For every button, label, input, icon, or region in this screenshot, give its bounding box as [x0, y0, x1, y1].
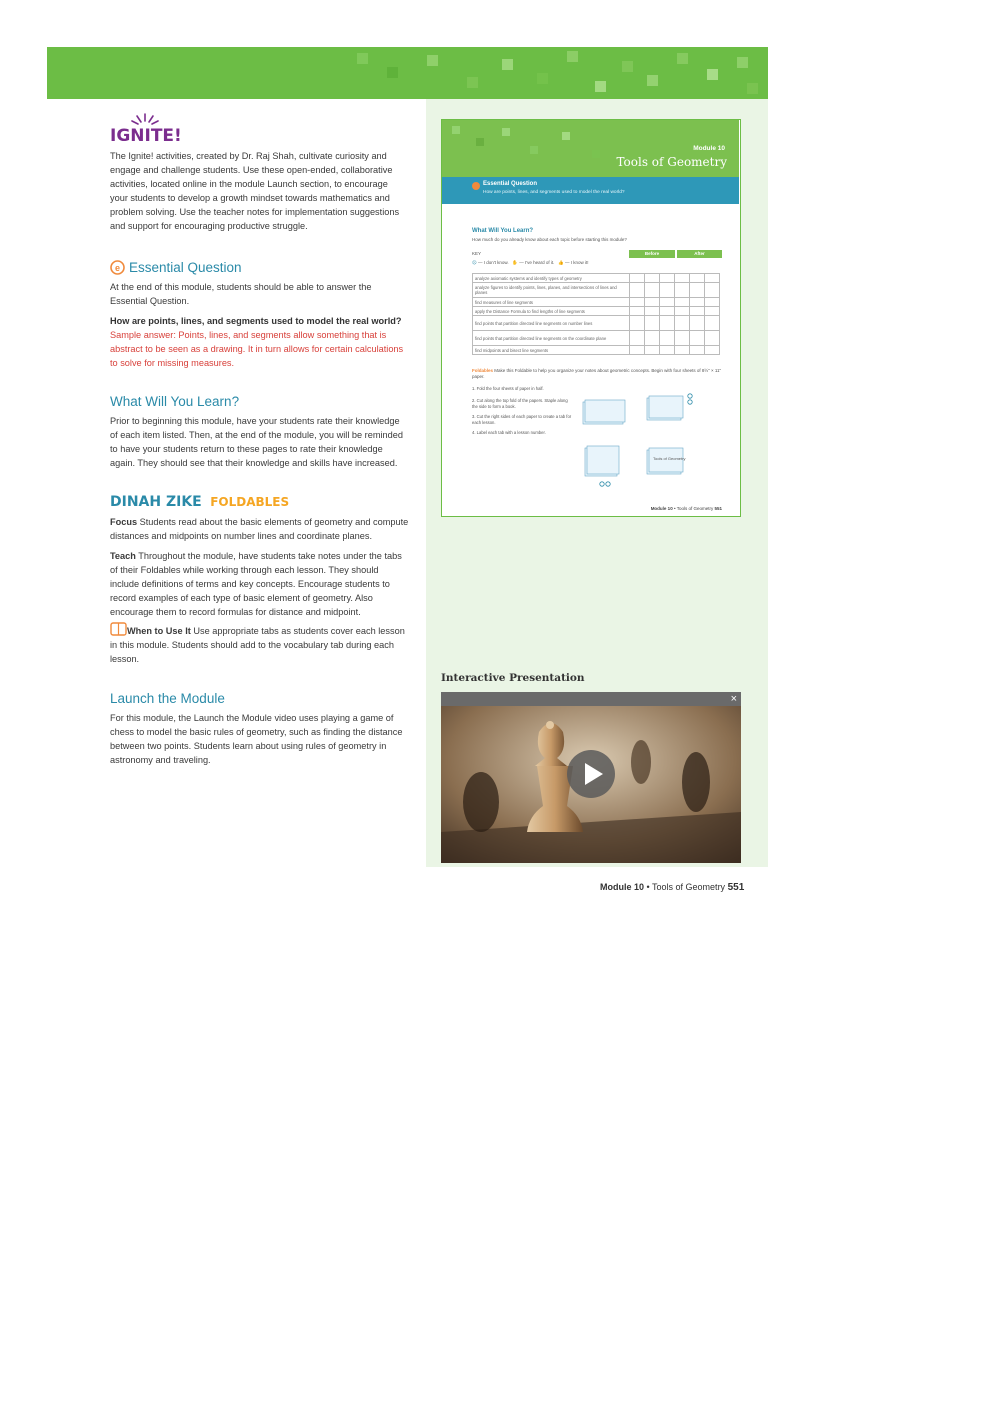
mini-table-check-cell	[660, 346, 675, 355]
mini-table-row	[473, 316, 720, 331]
mini-table-check-cell	[630, 283, 645, 298]
video-player[interactable]	[441, 692, 741, 863]
mini-table-check-cell	[660, 298, 675, 307]
mini-table-check-cell	[660, 274, 675, 283]
mini-table-check-cell	[675, 316, 690, 331]
essential-question-title: Essential Question	[129, 260, 242, 275]
mini-essential-question	[442, 177, 739, 204]
mini-table-topic: apply the Distance Formula to find lengths of line segments	[473, 307, 630, 316]
mini-table-check-cell	[690, 283, 705, 298]
mini-table-row	[473, 307, 720, 316]
foldables-logo	[110, 493, 310, 511]
mini-steps	[472, 386, 572, 436]
footer-separator: •	[646, 882, 650, 892]
essential-question-text: How are points, lines, and segments used to model the real world?	[110, 316, 402, 326]
mini-table-check-cell	[705, 274, 720, 283]
mini-table-check-cell	[630, 298, 645, 307]
mini-step: 1. Fold the four sheets of paper in half.	[472, 386, 544, 391]
mini-table-check-cell	[645, 274, 660, 283]
mini-table-check-cell	[675, 274, 690, 283]
mini-table-check-cell	[645, 283, 660, 298]
mini-table-check-cell	[645, 316, 660, 331]
mini-table-topic: find points that partition directed line segments on number lines	[473, 316, 630, 331]
launch-heading: Launch the Module	[110, 691, 225, 706]
mini-module-title: Tools of Geometry	[616, 155, 727, 169]
mini-footer-page: 551	[714, 506, 722, 511]
play-icon	[567, 750, 615, 798]
mini-table-check-cell	[690, 316, 705, 331]
mini-wwyl-sub: How much do you already know about each topic before starting this module?	[472, 237, 627, 242]
mini-foldables-intro	[472, 368, 722, 380]
sample-answer: Sample answer: Points, lines, and segments allow something that is abstract to be seen as a drawing. It in turn allows for certain calculations to solve for missing measures.	[110, 330, 404, 368]
teach-paragraph	[110, 549, 408, 619]
mini-table-row	[473, 283, 720, 298]
essential-question-body: At the end of this module, students should be able to answer the Essential Question.	[110, 282, 372, 306]
mini-table-check-cell	[645, 331, 660, 346]
svg-text:e: e	[114, 263, 121, 273]
mini-table-check-cell	[690, 307, 705, 316]
mini-table-check-cell	[660, 316, 675, 331]
mini-table-check-cell	[690, 331, 705, 346]
mini-before-header: Before	[629, 250, 675, 258]
mini-module-label: Module 10	[693, 145, 725, 152]
mini-tab-card-label: Tools of Geometry	[653, 456, 686, 461]
footer-title: Tools of Geometry	[652, 882, 726, 892]
mini-step: 3. Cut the right sides of each paper to create a tab for each lesson.	[472, 414, 572, 425]
mini-table-check-cell	[675, 346, 690, 355]
mini-key-row: ☹ — I don't know. ✋ — I've heard of it. 👍 — I know it!	[472, 260, 589, 265]
mini-eq-label: Essential Question	[483, 181, 538, 187]
mini-table-check-cell	[675, 298, 690, 307]
what-learn-body: Prior to beginning this module, have your students rate their knowledge of each item listed. Then, at the end of the module, you will be reminded to have your students return to these pages to rate their knowledge again. They should see that their knowledge and skills have increased.	[110, 416, 403, 468]
mini-step: 2. Cut along the top fold of the papers. Staple along the side to form a book.	[472, 398, 568, 409]
when-label: When to Use It	[127, 626, 191, 636]
mini-table-check-cell	[630, 316, 645, 331]
mini-table-check-cell	[690, 274, 705, 283]
mini-footer: Module 10 • Tools of Geometry 551	[650, 506, 722, 511]
mini-table-row	[473, 331, 720, 346]
mini-table-topic: analyze figures to identify points, lines, planes, and intersections of lines and planes	[473, 283, 630, 298]
ignite-body: The Ignite! activities, created by Dr. Raj Shah, cultivate curiosity and engage and challenge students. Use these open-ended, collaborative activities, located online in the module Launch section, to encourage your students to develop a growth mindset towards mathematics and problem solving. Use the teacher notes for implementation suggestions and support for encouraging productive struggle.	[110, 151, 400, 231]
launch-body: For this module, the Launch the Module video uses playing a game of chess to model the basic rules of geometry, such as finding the distance between two points. Students learn about using rules of geometry in astronomy and traveling.	[110, 713, 403, 765]
page-footer	[600, 882, 744, 893]
mini-wwyl: What Will You Learn?	[472, 228, 534, 234]
mini-table-check-cell	[690, 298, 705, 307]
mini-table-row	[473, 274, 720, 283]
mini-eq-icon	[472, 182, 480, 190]
essential-question-heading	[110, 259, 410, 277]
teach-text: Throughout the module, have students take notes under the tabs of their Foldables while working through each lesson. They should include definitions of terms and key concepts. Encourage students to record examples of each type of basic element of geometry. Also encourage them to record formulas for distance and midpoint.	[110, 551, 402, 617]
mini-key-1: — I don't know.	[477, 260, 509, 265]
mini-knowledge-table	[472, 273, 720, 355]
header-banner	[47, 47, 768, 99]
mini-table-check-cell	[675, 331, 690, 346]
mini-key-2: — I've heard of it.	[519, 260, 555, 265]
when-text: Use appropriate tabs as students cover each lesson in this module. Students should add to the vocabulary tab during each lesson.	[110, 626, 405, 664]
mini-key: KEY	[472, 251, 482, 256]
mini-table-check-cell	[675, 307, 690, 316]
spark-icon	[130, 112, 160, 126]
mini-table-check-cell	[705, 316, 720, 331]
ignite-logo	[110, 112, 180, 146]
mini-table-topic: find measures of line segments	[473, 298, 630, 307]
mini-table-check-cell	[705, 346, 720, 355]
focus-text: Students read about the basic elements of geometry and compute distances and midpoints on number lines and coordinate planes.	[110, 517, 409, 541]
mini-table-topic: analyze axiomatic systems and identify types of geometry	[473, 274, 630, 283]
focus-paragraph	[110, 515, 410, 543]
mini-table-check-cell	[630, 331, 645, 346]
student-page-thumbnail	[441, 119, 741, 517]
mini-table-check-cell	[645, 307, 660, 316]
footer-module: Module 10	[600, 882, 645, 892]
mini-table-check-cell	[630, 346, 645, 355]
mini-foldable-illustrations	[577, 388, 737, 498]
mini-table-check-cell	[660, 283, 675, 298]
mini-table-check-cell	[660, 307, 675, 316]
mini-table-check-cell	[645, 298, 660, 307]
mini-table-check-cell	[705, 307, 720, 316]
mini-table-row	[473, 298, 720, 307]
video-top-bar	[441, 692, 741, 706]
mini-header	[442, 120, 739, 177]
foldables-logo-a: DINAH ZIKE	[110, 494, 202, 510]
play-button[interactable]	[567, 750, 615, 798]
mini-table-check-cell	[660, 331, 675, 346]
what-learn-heading: What Will You Learn?	[110, 394, 240, 409]
mini-footer-module: Module 10	[650, 506, 673, 511]
mini-eq-text: How are points, lines, and segments used to model the real world?	[483, 190, 625, 195]
mini-step: 4. Label each tab with a lesson number.	[472, 430, 546, 435]
mini-table-check-cell	[645, 346, 660, 355]
teach-label: Teach	[110, 551, 136, 561]
focus-label: Focus	[110, 517, 138, 527]
mini-table-check-cell	[630, 307, 645, 316]
mini-key-3: — I know it!	[565, 260, 589, 265]
mini-fold-label: Foldables	[472, 368, 494, 373]
mini-table-topic: find midpoints and bisect line segments	[473, 346, 630, 355]
mini-fold-text: Make this Foldable to help you organize your notes about geometric concepts. Begin with four sheets of 8½" × 11" paper.	[472, 368, 722, 379]
ignite-logo-text: IGNITE!	[110, 126, 182, 146]
mini-table-row	[473, 346, 720, 355]
footer-page-number: 551	[727, 882, 745, 893]
foldables-logo-b: FOLDABLES	[210, 495, 290, 509]
mini-after-header: After	[677, 250, 722, 258]
close-icon[interactable]: ×	[730, 693, 737, 705]
mini-table-check-cell	[630, 274, 645, 283]
interactive-presentation-label: Interactive Presentation	[441, 672, 585, 684]
mini-table-check-cell	[675, 283, 690, 298]
mini-footer-title: Tools of Geometry	[676, 506, 714, 511]
mini-table-topic: find points that partition directed line segments on the coordinate plane	[473, 331, 630, 346]
when-paragraph	[110, 624, 408, 666]
mini-table-check-cell	[705, 331, 720, 346]
mini-table-check-cell	[690, 346, 705, 355]
scissors-icon	[688, 394, 692, 398]
mini-table-check-cell	[705, 298, 720, 307]
mini-table-check-cell	[705, 283, 720, 298]
essential-question-icon	[110, 260, 125, 275]
